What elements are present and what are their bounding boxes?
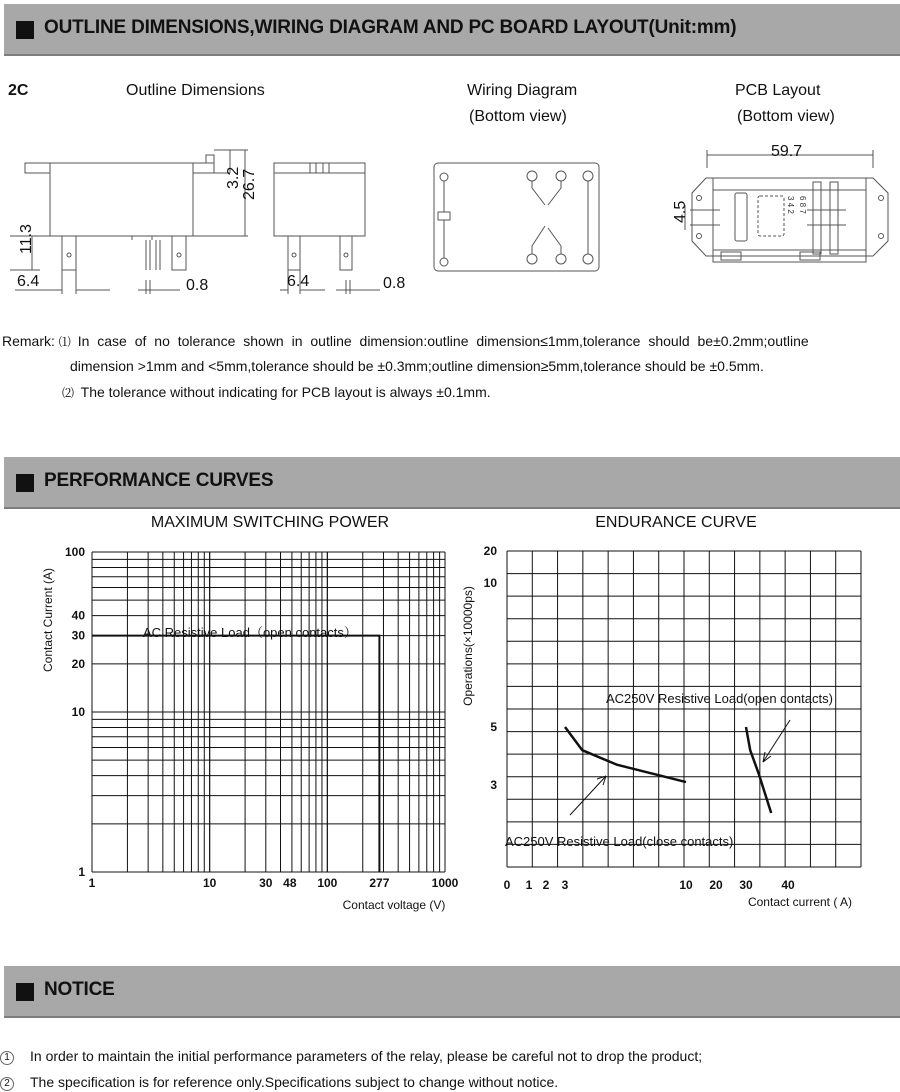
arrow-head-icon bbox=[763, 752, 771, 762]
dim-label: 6.4 bbox=[17, 273, 40, 290]
dim-label: 26.7 bbox=[241, 168, 258, 200]
chart-title: MAXIMUM SWITCHING POWER bbox=[150, 514, 390, 531]
number-badge: 1 bbox=[0, 1051, 14, 1065]
section-title: OUTLINE DIMENSIONS,WIRING DIAGRAM AND PC BOARD LAYOUT(Unit:mm) bbox=[44, 17, 737, 38]
x-tick-label: 48 bbox=[283, 876, 297, 890]
remark-number: ⑴ bbox=[58, 335, 71, 349]
pcb-layout-title: PCB Layout bbox=[735, 82, 821, 99]
y-tick-label: 10 bbox=[483, 576, 497, 590]
dim-label: 3.2 bbox=[225, 166, 242, 189]
series-line bbox=[746, 727, 771, 813]
x-tick-label: 30 bbox=[259, 876, 273, 890]
dim-label: 0.8 bbox=[186, 277, 209, 294]
remark-text: In case of no tolerance shown in outline dimension:outline dimension≤1mm,tolerance should be±0.2mm;outline bbox=[77, 333, 809, 349]
section-title: PERFORMANCE CURVES bbox=[44, 470, 274, 491]
chart-title: ENDURANCE CURVE bbox=[595, 514, 757, 531]
dim-label: 6.4 bbox=[287, 273, 310, 290]
notice-item-2 bbox=[0, 1074, 558, 1091]
x-axis-label: Contact voltage (V) bbox=[342, 898, 446, 912]
dim-label: 11.3 bbox=[18, 224, 35, 254]
notice-text: In order to maintain the initial performance parameters of the relay, please be careful not to drop the product; bbox=[30, 1048, 703, 1064]
y-tick-label: 20 bbox=[483, 544, 497, 558]
wiring-diagram-title: Wiring Diagram bbox=[467, 82, 578, 99]
series-line bbox=[92, 636, 379, 872]
remark-line-2: dimension >1mm and <5mm,tolerance should be ±0.3mm;outline dimension≥5mm,tolerance should be ±0.5mm. bbox=[70, 358, 764, 374]
y-tick-label: 20 bbox=[71, 656, 85, 671]
y-tick-label: 1 bbox=[78, 865, 85, 879]
y-axis-label: Contact Current (A) bbox=[41, 567, 55, 673]
y-tick-label: 100 bbox=[64, 545, 85, 559]
y-tick-label: 40 bbox=[71, 608, 85, 623]
y-tick-label: 30 bbox=[71, 628, 85, 643]
x-tick-label: 10 bbox=[679, 878, 693, 892]
dim-label: 4.5 bbox=[672, 200, 689, 223]
max-switching-power-chart bbox=[41, 514, 459, 912]
x-tick-label: 1 bbox=[525, 878, 533, 892]
model-label: 2C bbox=[8, 82, 29, 99]
x-tick-label: 40 bbox=[781, 878, 795, 892]
x-tick-label: 1000 bbox=[431, 876, 459, 890]
annotation-arrow bbox=[570, 776, 606, 815]
remark-label: Remark: bbox=[2, 333, 55, 349]
annotation-arrow bbox=[763, 720, 790, 762]
x-tick-label: 277 bbox=[369, 876, 390, 890]
x-tick-label: 1 bbox=[88, 876, 96, 890]
endurance-curve-chart bbox=[461, 514, 861, 909]
y-tick-label: 10 bbox=[71, 705, 85, 719]
chart-annotation: AC Resistive Load（open contacts） bbox=[143, 625, 357, 640]
x-tick-label: 3 bbox=[561, 878, 569, 892]
number-badge: 2 bbox=[0, 1077, 14, 1091]
x-tick-label: 2 bbox=[542, 878, 550, 892]
outline-dimensions-title: Outline Dimensions bbox=[126, 82, 265, 99]
dim-label: 59.7 bbox=[771, 143, 803, 160]
pcb-pin-numbers: 6 8 7 bbox=[798, 196, 807, 214]
y-tick-label: 3 bbox=[490, 778, 497, 792]
remark-number: ⑵ bbox=[62, 386, 75, 400]
x-tick-label: 30 bbox=[739, 878, 753, 892]
pcb-pin-numbers: 3 4 2 bbox=[786, 196, 795, 214]
x-axis-label: Contact current ( A) bbox=[747, 895, 853, 909]
pcb-layout-subtitle: (Bottom view) bbox=[737, 108, 835, 125]
y-axis-label: Operations(×10000ps) bbox=[461, 586, 475, 706]
x-tick-label: 20 bbox=[709, 878, 723, 892]
x-tick-label: 10 bbox=[202, 876, 217, 890]
x-tick-label: 0 bbox=[503, 878, 511, 892]
notice-text: The specification is for reference only.Specifications subject to change without notice. bbox=[30, 1074, 559, 1090]
section-header-notice bbox=[4, 966, 900, 1018]
chart-annotation: AC250V Resistive Load(open contacts) bbox=[606, 691, 833, 706]
notice-item-1 bbox=[0, 1048, 702, 1065]
x-tick-label: 100 bbox=[317, 876, 338, 890]
section-title: NOTICE bbox=[44, 979, 115, 1000]
dim-label: 0.8 bbox=[383, 275, 406, 292]
square-bullet-icon bbox=[16, 983, 34, 1001]
y-tick-label: 5 bbox=[490, 720, 497, 734]
chart-annotation: AC250V Resistive Load(close contacts) bbox=[505, 834, 734, 849]
remark-text: The tolerance without indicating for PCB layout is always ±0.1mm. bbox=[80, 384, 491, 400]
wiring-diagram-subtitle: (Bottom view) bbox=[469, 108, 567, 125]
